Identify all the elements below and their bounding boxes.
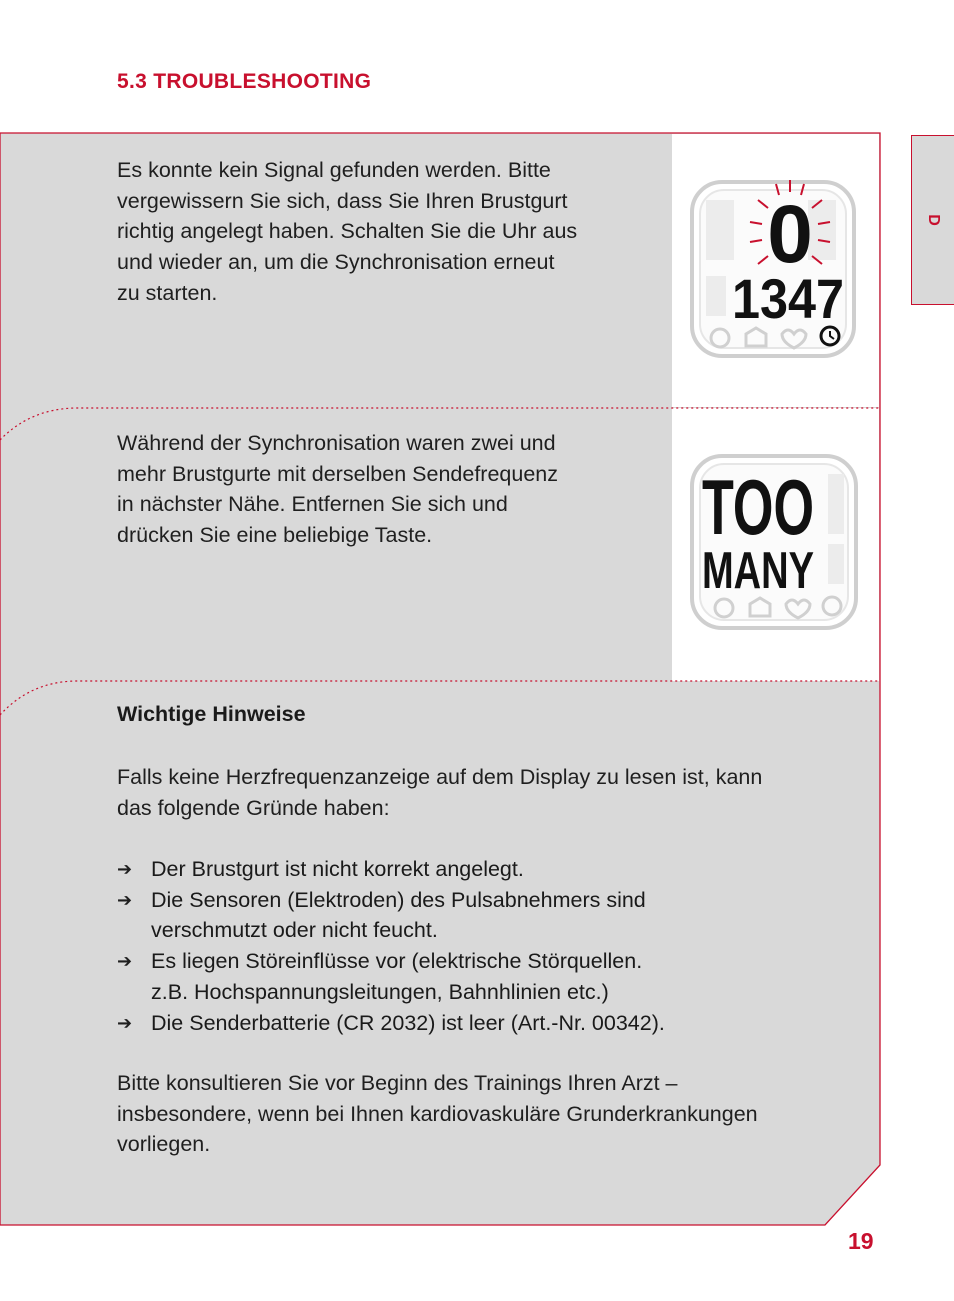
- list-item: [117, 854, 857, 885]
- row-2-text: Während der Synchronisation waren zwei und mehr Brustgurte mit derselben Sendefrequenz in nächster Nähe. Entfernen Sie sich und drücken Sie eine beliebige Taste.: [117, 431, 558, 548]
- language-tab: [911, 135, 954, 305]
- notes-intro: Falls keine Herzfrequenzanzeige auf dem Display zu lesen ist, kann das folgende Gründe haben:: [117, 765, 763, 820]
- section-title: 5.3 TROUBLESHOOTING: [117, 70, 372, 93]
- row-1-text: Es konnte kein Signal gefunden werden. Bitte vergewissern Sie sich, dass Sie Ihren Brustgurt richtig angelegt haben. Schalten Sie die Uhr aus und wieder an, um die Synchronisation erneut zu starten.: [117, 158, 578, 305]
- watch-display-no-signal: [688, 178, 858, 360]
- list-item: [117, 885, 857, 946]
- arrow-right-icon: ➔: [117, 951, 133, 972]
- display-bottom-text: MANY: [702, 542, 814, 600]
- page-number: 19: [848, 1228, 874, 1254]
- arrow-right-icon: ➔: [117, 859, 133, 879]
- bullet-text: Die Senderbatterie (CR 2032) ist leer (Art.-Nr. 00342).: [151, 1010, 665, 1035]
- bullet-text: Es liegen Störeinflüsse vor (elektrische Störquellen. z.B. Hochspannungsleitungen, Bahnhlinien etc.): [151, 949, 643, 1004]
- arrow-right-icon: ➔: [117, 1012, 133, 1033]
- notes-bullet-list: [117, 854, 857, 1038]
- notes-closing: Bitte konsultieren Sie vor Beginn des Trainings Ihren Arzt – insbesondere, wenn bei Ihnen kardiovaskuläre Grunderkrankungen vorliegen.: [117, 1071, 758, 1157]
- display-bottom-value: 1347: [732, 267, 844, 330]
- list-item: [117, 946, 857, 1007]
- arrow-right-icon: ➔: [117, 889, 133, 910]
- notes-heading: Wichtige Hinweise: [117, 702, 306, 726]
- display-top-text: TOO: [702, 463, 814, 551]
- list-item: [117, 1008, 857, 1039]
- bullet-text: Der Brustgurt ist nicht korrekt angelegt.: [151, 857, 524, 881]
- bullet-text: Die Sensoren (Elektroden) des Pulsabnehmers sind verschmutzt oder nicht feucht.: [151, 887, 646, 943]
- watch-display-too-many: [688, 452, 860, 632]
- language-tab-label: D: [925, 214, 942, 226]
- display-top-value: 0: [767, 189, 813, 280]
